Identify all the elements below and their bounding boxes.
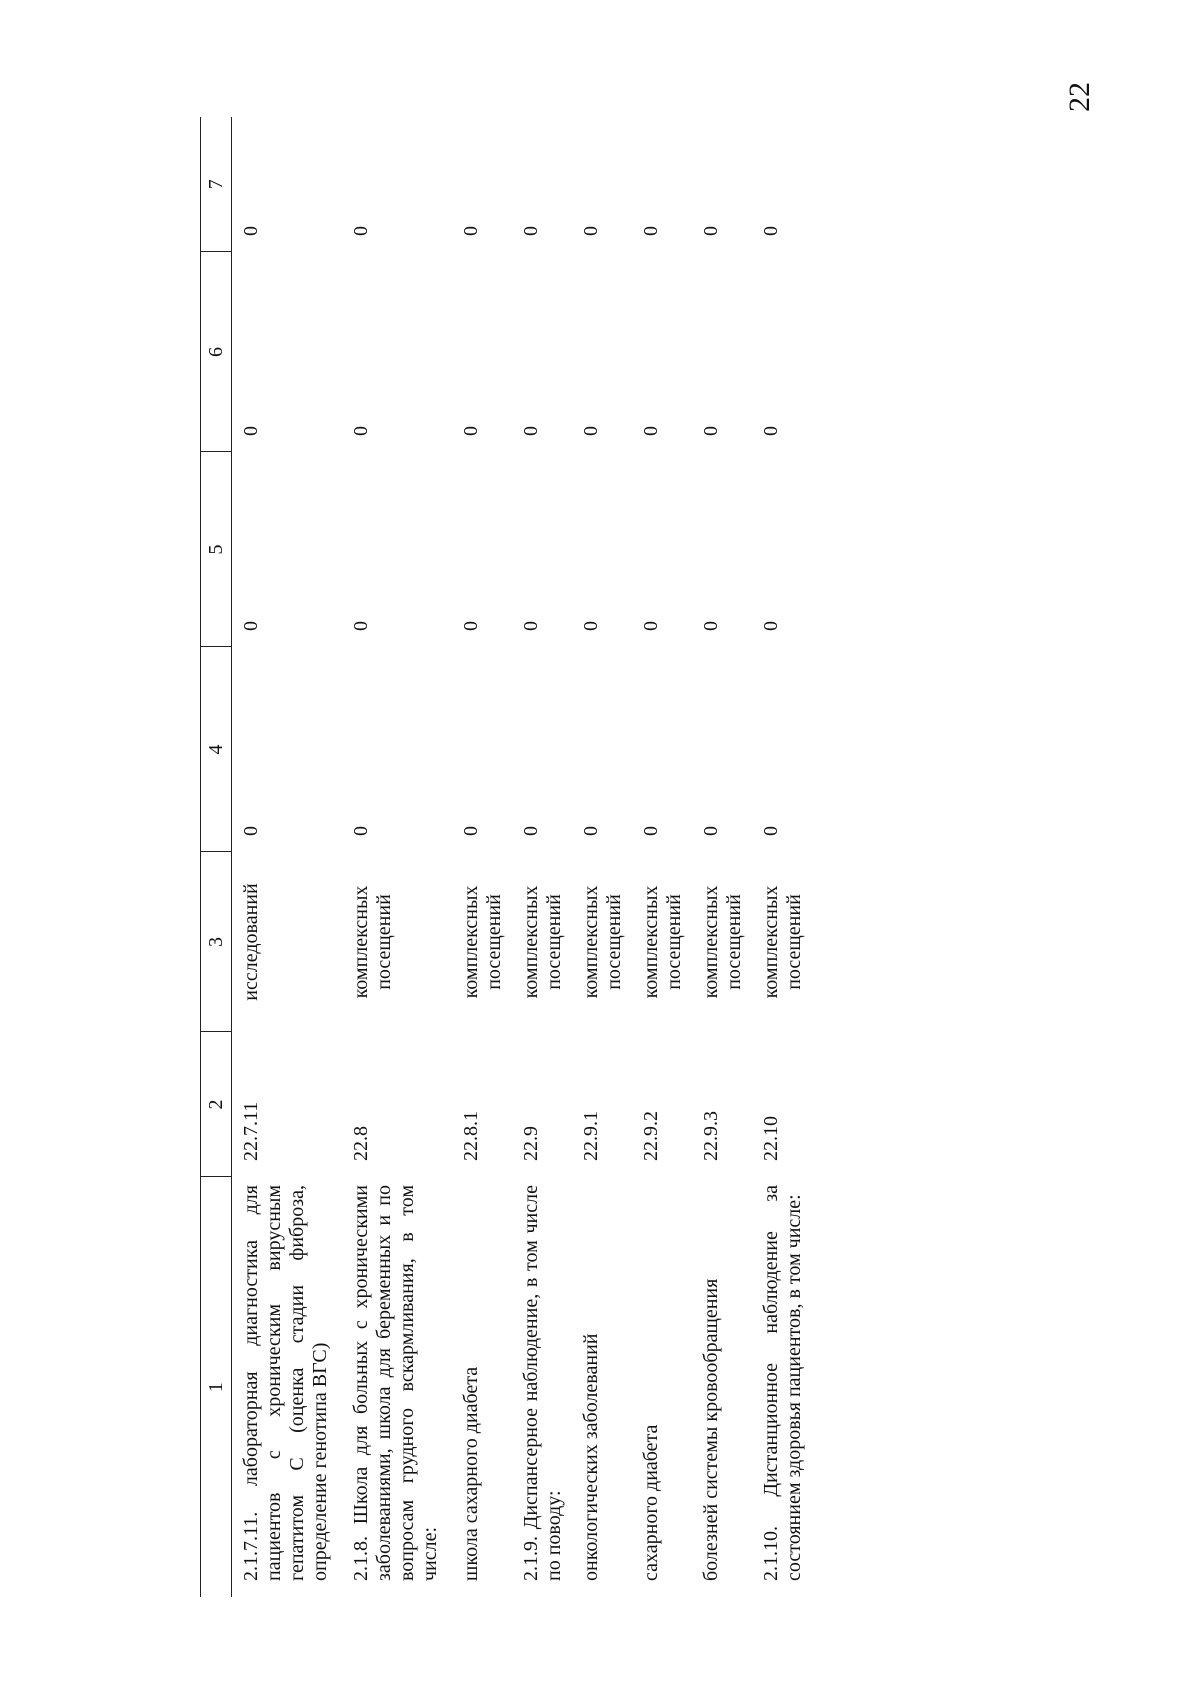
column-header: 7 bbox=[201, 117, 232, 252]
row-code: 22.9.3 bbox=[700, 1111, 722, 1161]
row-unit: комплексных посещений bbox=[460, 885, 505, 999]
row-code: 22.8 bbox=[350, 1126, 372, 1161]
row-value: 0 bbox=[350, 426, 372, 436]
row-value: 0 bbox=[580, 826, 602, 836]
row-name: 2.1.8. Школа для больных с хроническими заболеваниями, школа для беременных и по вопросам грудного вскармливания, в том числе: bbox=[350, 1185, 441, 1581]
header-row bbox=[201, 117, 232, 1597]
column-header: 4 bbox=[201, 647, 232, 852]
row-unit: комплексных посещений bbox=[640, 885, 685, 999]
row-value: 0 bbox=[460, 226, 482, 236]
table-row bbox=[572, 117, 632, 1597]
row-name: сахарного диабета bbox=[640, 1424, 662, 1581]
table-row bbox=[692, 117, 752, 1597]
row-value: 0 bbox=[460, 826, 482, 836]
row-name: болезней системы кровообращения bbox=[700, 1278, 722, 1581]
row-value: 0 bbox=[700, 621, 722, 631]
table-row bbox=[232, 117, 343, 1597]
row-code: 22.9.1 bbox=[580, 1111, 602, 1161]
row-unit: комплексных посещений bbox=[580, 885, 625, 999]
row-code: 22.9 bbox=[520, 1126, 542, 1161]
row-unit: комплексных посещений bbox=[350, 885, 395, 999]
row-value: 0 bbox=[350, 826, 372, 836]
row-value: 0 bbox=[580, 226, 602, 236]
row-value: 0 bbox=[520, 226, 542, 236]
row-value: 0 bbox=[520, 621, 542, 631]
row-value: 0 bbox=[580, 426, 602, 436]
table-row bbox=[342, 117, 452, 1597]
row-unit: комплексных посещений bbox=[520, 885, 565, 999]
row-code: 22.9.2 bbox=[640, 1111, 662, 1161]
column-header: 2 bbox=[201, 1032, 232, 1177]
row-value: 0 bbox=[350, 621, 372, 631]
row-value: 0 bbox=[240, 426, 262, 436]
rotated-table-sheet bbox=[200, 117, 1010, 1597]
row-value: 0 bbox=[700, 226, 722, 236]
row-value: 0 bbox=[760, 621, 782, 631]
row-value: 0 bbox=[700, 426, 722, 436]
row-value: 0 bbox=[520, 426, 542, 436]
row-value: 0 bbox=[350, 226, 372, 236]
row-value: 0 bbox=[640, 226, 662, 236]
column-header: 3 bbox=[201, 852, 232, 1032]
table-row bbox=[752, 117, 812, 1597]
row-name: 2.1.7.11. лабораторная диагностика для пациентов с хроническим вирусным гепатитом С (оценка стадии фиброза, определение генотипа ВГС) bbox=[240, 1185, 331, 1581]
row-code: 22.7.11 bbox=[240, 1101, 262, 1161]
row-value: 0 bbox=[520, 826, 542, 836]
row-value: 0 bbox=[700, 826, 722, 836]
column-header: 6 bbox=[201, 252, 232, 452]
column-header: 1 bbox=[201, 1177, 232, 1597]
row-name: 2.1.9. Диспансерное наблюдение, в том числе по поводу: bbox=[520, 1185, 565, 1581]
row-value: 0 bbox=[640, 426, 662, 436]
row-value: 0 bbox=[760, 426, 782, 436]
row-value: 0 bbox=[640, 621, 662, 631]
row-value: 0 bbox=[240, 621, 262, 631]
row-value: 0 bbox=[760, 226, 782, 236]
row-value: 0 bbox=[460, 621, 482, 631]
row-unit: исследований bbox=[240, 883, 262, 1001]
row-name: 2.1.10. Дистанционное наблюдение за состоянием здоровья пациентов, в том числе: bbox=[760, 1185, 805, 1581]
row-value: 0 bbox=[240, 226, 262, 236]
page-number: 22 bbox=[1063, 82, 1096, 112]
row-code: 22.10 bbox=[760, 1116, 782, 1161]
row-value: 0 bbox=[640, 826, 662, 836]
data-table bbox=[200, 117, 812, 1597]
table-row bbox=[452, 117, 512, 1597]
table-row bbox=[632, 117, 692, 1597]
row-value: 0 bbox=[460, 426, 482, 436]
row-unit: комплексных посещений bbox=[700, 885, 745, 999]
table-row bbox=[512, 117, 572, 1597]
row-value: 0 bbox=[760, 826, 782, 836]
row-unit: комплексных посещений bbox=[760, 885, 805, 999]
row-name: онкологических заболеваний bbox=[580, 1333, 602, 1581]
column-header: 5 bbox=[201, 452, 232, 647]
row-value: 0 bbox=[240, 826, 262, 836]
row-code: 22.8.1 bbox=[460, 1111, 482, 1161]
row-name: школа сахарного диабета bbox=[460, 1366, 482, 1581]
row-value: 0 bbox=[580, 621, 602, 631]
